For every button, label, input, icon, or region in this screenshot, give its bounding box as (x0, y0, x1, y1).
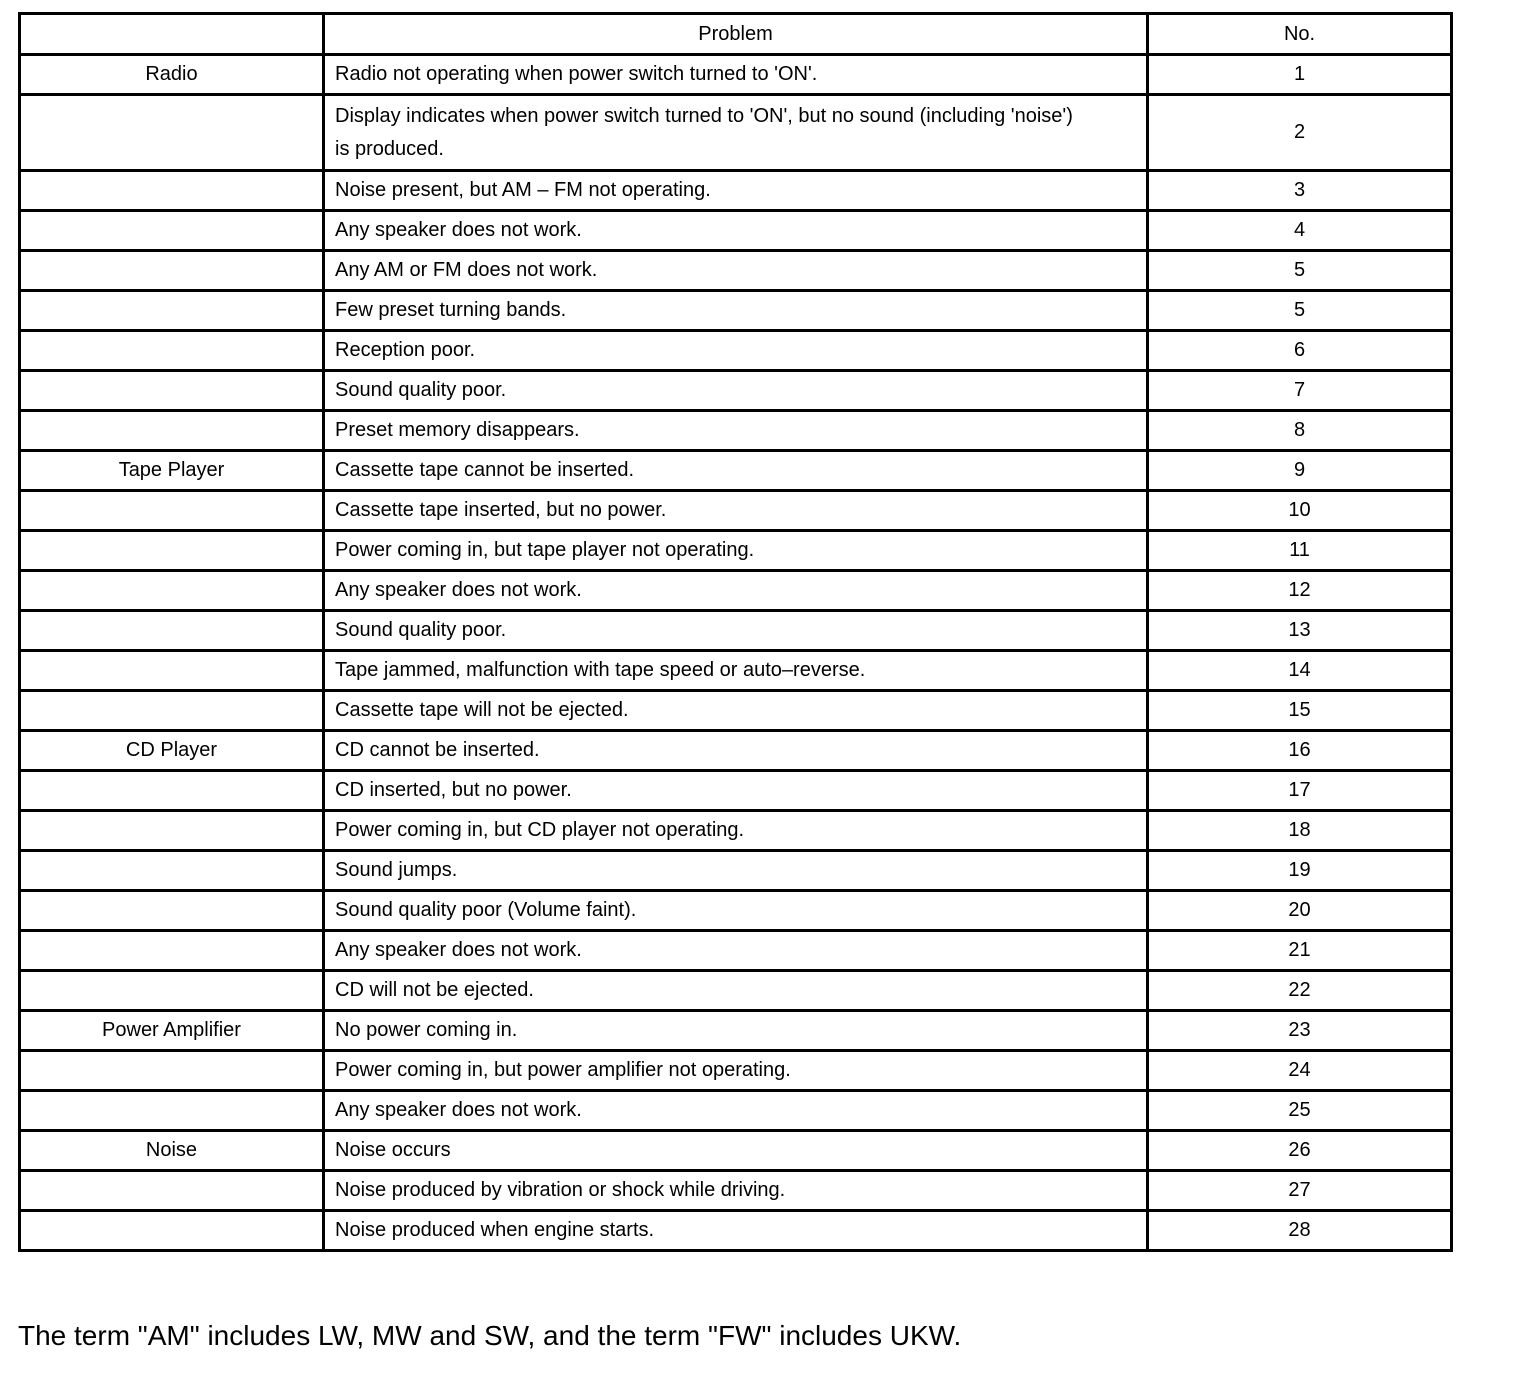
row-number: 2 (1148, 95, 1452, 171)
table-row (20, 651, 1452, 691)
table-row (20, 731, 1452, 771)
row-problem: Reception poor. (324, 331, 1148, 371)
table-row (20, 1051, 1452, 1091)
row-category: Noise (20, 1131, 324, 1171)
row-number: 27 (1148, 1171, 1452, 1211)
row-problem: Any speaker does not work. (324, 571, 1148, 611)
row-problem: Radio not operating when power switch turned to 'ON'. (324, 55, 1148, 95)
table-row (20, 291, 1452, 331)
row-category (20, 491, 324, 531)
row-problem: Preset memory disappears. (324, 411, 1148, 451)
troubleshooting-table (18, 12, 1453, 1252)
row-problem: Noise occurs (324, 1131, 1148, 1171)
row-category (20, 1091, 324, 1131)
table-row (20, 611, 1452, 651)
table-row (20, 251, 1452, 291)
table-row (20, 1131, 1452, 1171)
row-category (20, 171, 324, 211)
row-number: 13 (1148, 611, 1452, 651)
row-category: Power Amplifier (20, 1011, 324, 1051)
row-category (20, 371, 324, 411)
row-number: 17 (1148, 771, 1452, 811)
table-row (20, 211, 1452, 251)
row-category: Radio (20, 55, 324, 95)
row-problem: Cassette tape cannot be inserted. (324, 451, 1148, 491)
row-category (20, 611, 324, 651)
row-problem: CD cannot be inserted. (324, 731, 1148, 771)
row-problem: Sound jumps. (324, 851, 1148, 891)
table-row (20, 771, 1452, 811)
row-number: 19 (1148, 851, 1452, 891)
row-category (20, 651, 324, 691)
row-number: 18 (1148, 811, 1452, 851)
row-number: 15 (1148, 691, 1452, 731)
table-body (20, 55, 1452, 1251)
table-row (20, 371, 1452, 411)
row-number: 12 (1148, 571, 1452, 611)
table-row (20, 451, 1452, 491)
row-number: 25 (1148, 1091, 1452, 1131)
table-row (20, 491, 1452, 531)
row-problem: Any speaker does not work. (324, 931, 1148, 971)
table-row (20, 931, 1452, 971)
row-problem: Sound quality poor. (324, 611, 1148, 651)
table-row (20, 891, 1452, 931)
row-category (20, 571, 324, 611)
table-row (20, 571, 1452, 611)
row-number: 20 (1148, 891, 1452, 931)
row-number: 14 (1148, 651, 1452, 691)
table-row (20, 171, 1452, 211)
row-number: 10 (1148, 491, 1452, 531)
row-category: CD Player (20, 731, 324, 771)
table-row (20, 331, 1452, 371)
row-problem: CD will not be ejected. (324, 971, 1148, 1011)
row-category (20, 931, 324, 971)
header-category (20, 14, 324, 55)
row-number: 28 (1148, 1211, 1452, 1251)
row-problem: Power coming in, but CD player not operating. (324, 811, 1148, 851)
row-category (20, 331, 324, 371)
row-category (20, 411, 324, 451)
table-row (20, 971, 1452, 1011)
row-category (20, 291, 324, 331)
row-number: 5 (1148, 291, 1452, 331)
row-category (20, 811, 324, 851)
row-number: 8 (1148, 411, 1452, 451)
table-row (20, 851, 1452, 891)
row-number: 5 (1148, 251, 1452, 291)
row-number: 11 (1148, 531, 1452, 571)
table-row (20, 1091, 1452, 1131)
row-number: 16 (1148, 731, 1452, 771)
row-number: 23 (1148, 1011, 1452, 1051)
table-row (20, 691, 1452, 731)
row-category (20, 531, 324, 571)
row-category (20, 771, 324, 811)
row-problem: Power coming in, but power amplifier not operating. (324, 1051, 1148, 1091)
table-row (20, 1171, 1452, 1211)
table-row (20, 1011, 1452, 1051)
row-problem: No power coming in. (324, 1011, 1148, 1051)
row-problem: Any speaker does not work. (324, 1091, 1148, 1131)
row-category (20, 1051, 324, 1091)
row-number: 6 (1148, 331, 1452, 371)
row-number: 9 (1148, 451, 1452, 491)
row-category (20, 211, 324, 251)
row-number: 24 (1148, 1051, 1452, 1091)
row-problem: Noise present, but AM – FM not operating. (324, 171, 1148, 211)
row-problem: Sound quality poor (Volume faint). (324, 891, 1148, 931)
troubleshooting-table-container (18, 12, 1453, 1252)
row-number: 4 (1148, 211, 1452, 251)
row-number: 3 (1148, 171, 1452, 211)
row-problem: Power coming in, but tape player not operating. (324, 531, 1148, 571)
row-category: Tape Player (20, 451, 324, 491)
row-problem: Few preset turning bands. (324, 291, 1148, 331)
footnote: The term "AM" includes LW, MW and SW, and the term "FW" includes UKW. (18, 1320, 962, 1351)
table-row (20, 95, 1452, 171)
table-row (20, 55, 1452, 95)
row-category (20, 1171, 324, 1211)
header-number: No. (1148, 14, 1452, 55)
row-number: 22 (1148, 971, 1452, 1011)
table-header-row (20, 14, 1452, 55)
row-number: 7 (1148, 371, 1452, 411)
table-row (20, 811, 1452, 851)
row-problem: Tape jammed, malfunction with tape speed or auto–reverse. (324, 651, 1148, 691)
row-problem: Any AM or FM does not work. (324, 251, 1148, 291)
table-row (20, 1211, 1452, 1251)
table-row (20, 411, 1452, 451)
row-category (20, 691, 324, 731)
row-number: 21 (1148, 931, 1452, 971)
row-problem: Cassette tape inserted, but no power. (324, 491, 1148, 531)
row-category (20, 251, 324, 291)
row-category (20, 95, 324, 171)
table-row (20, 531, 1452, 571)
row-problem: Noise produced when engine starts. (324, 1211, 1148, 1251)
row-problem: Noise produced by vibration or shock while driving. (324, 1171, 1148, 1211)
row-category (20, 1211, 324, 1251)
header-problem: Problem (324, 14, 1148, 55)
row-problem: Any speaker does not work. (324, 211, 1148, 251)
row-category (20, 891, 324, 931)
row-category (20, 971, 324, 1011)
row-problem: Display indicates when power switch turned to 'ON', but no sound (including 'noise') is produced. (324, 95, 1148, 171)
row-category (20, 851, 324, 891)
row-problem: CD inserted, but no power. (324, 771, 1148, 811)
row-problem: Sound quality poor. (324, 371, 1148, 411)
row-number: 1 (1148, 55, 1452, 95)
row-number: 26 (1148, 1131, 1452, 1171)
row-problem: Cassette tape will not be ejected. (324, 691, 1148, 731)
